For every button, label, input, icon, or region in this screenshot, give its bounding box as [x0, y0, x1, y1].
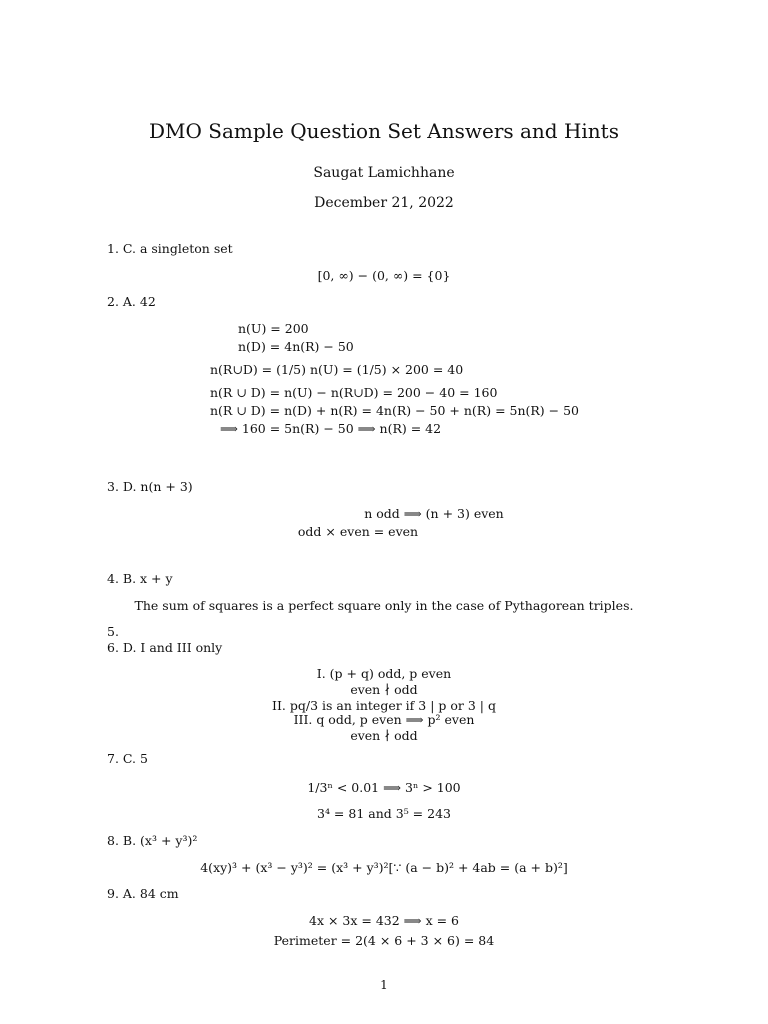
- document-title: DMO Sample Question Set Answers and Hints: [149, 119, 619, 143]
- answer-6-line-1: I. (p + q) odd, p even: [316, 666, 452, 681]
- answer-4-hint: The sum of squares is a perfect square only in the case of Pythagorean triples.: [134, 598, 634, 613]
- answer-8-equation: 4(xy)³ + (x³ − y³)² = (x³ + y³)²[∵ (a − b)² + 4ab = (a + b)²]: [200, 860, 568, 875]
- answer-2-line-6: ⟹ 160 = 5n(R) − 50 ⟹ n(R) = 42: [220, 421, 442, 436]
- answer-4: 4. B. x + y: [107, 571, 173, 586]
- document-date: December 21, 2022: [314, 195, 454, 211]
- answer-5: 5.: [107, 624, 119, 639]
- answer-6-line-2: even ∤ odd: [350, 682, 418, 697]
- answer-2-line-3: n(R∪D) = (1/5) n(U) = (1/5) × 200 = 40: [210, 362, 464, 377]
- answer-7: 7. C. 5: [107, 751, 148, 766]
- answer-3: 3. D. n(n + 3): [107, 479, 193, 494]
- answer-2-line-1: n(U) = 200: [238, 321, 309, 336]
- answer-2-derivation: [210, 320, 579, 438]
- page-number: 1: [380, 978, 388, 992]
- answer-9-line-1: 4x × 3x = 432 ⟹ x = 6: [309, 913, 459, 928]
- answer-3-line-2: odd × even = even: [297, 524, 419, 539]
- answer-1: 1. C. a singleton set: [107, 241, 233, 256]
- answer-7-line-1: 1/3ⁿ < 0.01 ⟹ 3ⁿ > 100: [307, 780, 461, 795]
- answer-2-line-5: n(R ∪ D) = n(D) + n(R) = 4n(R) − 50 + n(R) = 5n(R) − 50: [210, 403, 580, 418]
- answer-2-line-4: n(R ∪ D) = n(U) − n(R∪D) = 200 − 40 = 160: [210, 385, 498, 400]
- answer-3-line-1: n odd ⟹ (n + 3) even: [364, 506, 504, 521]
- answer-6-line-5: even ∤ odd: [350, 728, 418, 743]
- answer-6-line-3: II. pq/3 is an integer if 3 | p or 3 | q: [272, 698, 496, 713]
- answer-2: 2. A. 42: [107, 294, 156, 309]
- answer-2-line-2: n(D) = 4n(R) − 50: [238, 339, 354, 354]
- answer-9: 9. A. 84 cm: [107, 886, 179, 901]
- answer-7-line-2: 3⁴ = 81 and 3⁵ = 243: [317, 806, 451, 821]
- document-author: Saugat Lamichhane: [313, 165, 455, 181]
- answer-6-line-4: III. q odd, p even ⟹ p² even: [293, 712, 475, 727]
- answer-6: 6. D. I and III only: [107, 640, 223, 655]
- answer-9-line-2: Perimeter = 2(4 × 6 + 3 × 6) = 84: [273, 933, 495, 948]
- answer-1-equation: [0, ∞) − (0, ∞) = {0}: [317, 268, 451, 283]
- answer-8: 8. B. (x³ + y³)²: [107, 833, 198, 848]
